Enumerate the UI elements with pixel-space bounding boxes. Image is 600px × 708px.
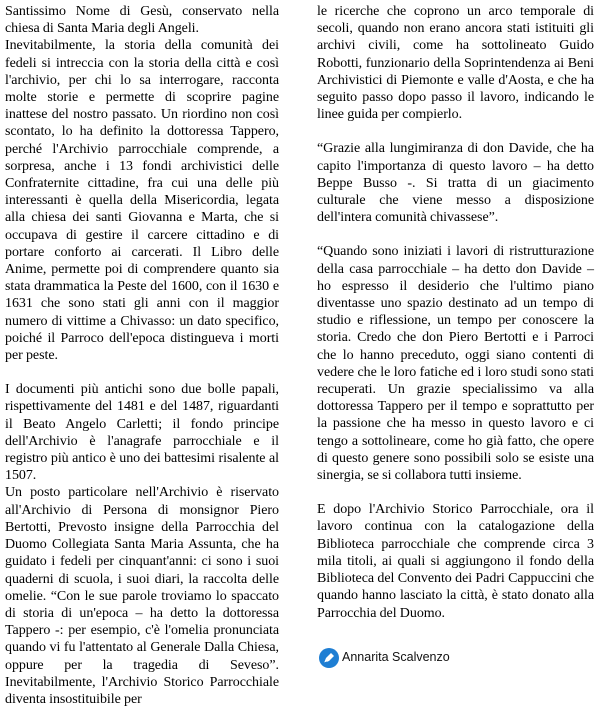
left-paragraph-4: Un posto particolare nell'Archivio è riservato all'Archivio di Persona di monsignor Piero Bertotti, Prevosto insigne della Parrocchia del Duomo Collegiata Santa Maria Assunta, che ha guidato i fedeli per cinquant'anni: ci sono i suoi quaderni di scuola, i suoi diari, la raccolta delle omelie. “Con le sue parole troviamo lo spaccato di storia di un'epoca – ha detto la dottoressa Tappero -: per esempio, c'è l'omelia pronunciata quando vi fu l'attentato al Generale Dalla Chiesa, oppure per la tragedia di Seveso”. Inevitabilmente, l'Archivio Storico Parrocchiale diventa insostituibile per (5, 485, 279, 707)
left-paragraph-1: Santissimo Nome di Gesù, conservato nella chiesa di Santa Maria degli Angeli. (5, 4, 279, 37)
right-paragraph-3: “Quando sono iniziati i lavori di ristrutturazione della casa parrocchiale – ha detto don Davide – ho espresso il desiderio che l'ultimo piano diventasse uno spazio destinato ad un tempo di studio e riflessione, un tempo per conoscere la storia. Credo che don Piero Bertotti e i Parroci che lo hanno preceduto, oggi siano contenti di vedere che le loro fatiche ed i loro studi sono stati recuperati. Un grazie specialissimo va alla dottoressa Tappero per il tempo e soprattutto per la passione che ha messo in questo lavoro e ci tengo a sottolineare, come ho già fatto, che opere di questo genere sono possibili solo se esiste una sinergia, se si collabora tutti insieme. (317, 244, 594, 484)
right-paragraph-4: E dopo l'Archivio Storico Parrocchiale, ora il lavoro continua con la catalogazione della Biblioteca parrocchiale che comprende circa 3 mila titoli, ai quali si aggiungono il fondo della Biblioteca del Convento dei Padri Cappuccini che quando hanno lasciato la città, è stato donato alla Parrocchia del Duomo. (317, 502, 594, 621)
paragraph-gap (317, 484, 594, 501)
left-paragraph-3: I documenti più antichi sono due bolle papali, rispettivamente del 1481 e del 1487, riguardanti il Beato Angelo Carletti; il fondo principe dell'Archivio è l'anagrafe parrocchiale e il registro più antico è uno dei battesimi risalente al 1507. (5, 382, 279, 484)
left-paragraph-2: Inevitabilmente, la storia della comunità dei fedeli si intreccia con la storia della città e così l'archivio, per chi lo sa interrogare, racconta molte storie e permette di scoprire pagine inattese del nostro passato. Un riordino non così scontato, lo ha definito la dottoressa Tappero, perché l'Archivio parrocchiale comprende, a sorpresa, anche i 13 fondi archivistici delle Confraternite cittadine, fra cui una delle più interessanti è quella della Misericordia, legata alla chiesa dei santi Giovanna e Marta, che si occupava di gestire il carcere cittadino e di portare conforto ai carcerati. Il Libro delle Anime, permette poi di comprendere quanto sia stata drammatica la Peste del 1600, con il 1630 e 1631 che sono stati gli anni con il maggior numero di vittime a Chivasso: un dato specifico, poiché il Parroco dell'epoca distingueva i morti per peste. (5, 38, 279, 364)
right-paragraph-2: “Grazie alla lungimiranza di don Davide, che ha capito l'importanza di questo lavoro – ha detto Beppe Busso -. Si tratta di un giacimento culturale che viene messo a disposizione dell'intera comunità chivassese”. (317, 141, 594, 226)
author-name: Annarita Scalvenzo (342, 650, 450, 665)
paragraph-gap (317, 123, 594, 140)
right-column (317, 3, 594, 622)
right-paragraph-1: le ricerche che coprono un arco temporale di secoli, quando non erano ancora stati istituiti gli archivi civili, come ha sottolineato Guido Robotti, funzionario della Soprintendenza ai Beni Archivistici di Piemonte e valle d'Aosta, e che ha seguito passo dopo passo il lavoro, indicando le linee guida per compierlo. (317, 4, 594, 123)
pen-nib-icon (319, 648, 339, 668)
paragraph-gap (317, 226, 594, 243)
left-column (5, 3, 279, 708)
paragraph-gap (5, 364, 279, 381)
author-signature (319, 647, 450, 669)
